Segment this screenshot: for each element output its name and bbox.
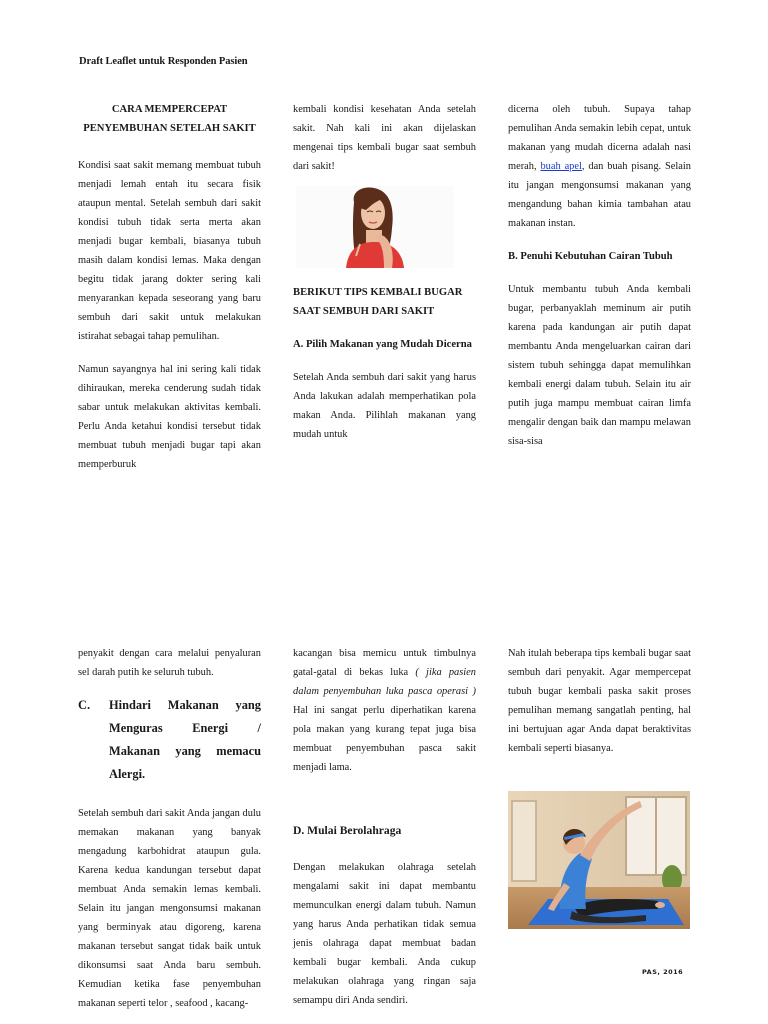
paragraph-d: Dengan melakukan olahraga setelah mengalami sakit ini dapat membantu memunculkan energi dalam tubuh. Namun yang harus Anda perhatikan tidak semua jenis olahraga dapat membuat badan kembali bugar kembali. Anda cukup melakukan olahraga yang ringan saja semampu diri Anda sendiri. [293, 862, 476, 1006]
apple-link[interactable]: buah apel [540, 161, 582, 172]
page-title: CARA MEMPERCEPAT PENYEMBUHAN SETELAH SAKIT [83, 104, 256, 134]
woman-stretching-image [508, 791, 690, 929]
subheading-c: C. Hindari Makanan yang Menguras Energi / Makanan yang memacu Alergi. [78, 698, 261, 781]
paragraph-a: Setelah Anda sembuh dari sakit yang harus Anda lakukan adalah memperhatikan pola makan Anda. Pilihlah makanan yang mudah untuk [293, 372, 476, 440]
column-3-top [508, 100, 691, 462]
paragraph-b: Untuk membantu tubuh Anda kembali bugar, perbanyaklah meminum air putih karena pada kandungan air putih dapat membantu Anda mengeluarkan cairan dari sistem tubuh sehingga dapat memulihkan kembali energi dalam tubuh. Selain itu air putih juga mampu membuat cairan limfa mengalir dengan baik dan mampu melawan sisa-sisa [508, 284, 691, 447]
intro-paragraph: Kondisi saat sakit memang membuat tubuh menjadi lemah entah itu secara fisik ataupun mental. Setelah sembuh dari sakit kondisi tubuh tidak serta merta akan menjadi bugar kembali, biasanya tubuh masih dalam kondisi lemas. Maka dengan begitu tidak jarang dokter sering kali menyarankan kepada seseorang yang baru sembuh dari sakit untuk melakukan istirahat sebagai tahap pemulihan. [78, 160, 261, 342]
closing-paragraph: Nah itulah beberapa tips kembali bugar saat sembuh dari penyakit. Agar mempercepat tubuh bugar kembali paska sakit proses pemulihan memang sangatlah penting, hal ini bertujuan agar Anda dapat beraktivitas kembali seperti biasanya. [508, 648, 691, 754]
woman-photo [296, 186, 454, 268]
continuation-paragraph: kembali kondisi kesehatan Anda setelah sakit. Nah kali ini akan dijelaskan mengenai tips kembali bugar saat sembuh dari sakit! [293, 104, 476, 172]
exercise-photo [508, 791, 690, 929]
subheading-d: D. Mulai Berolahraga [293, 824, 402, 837]
tips-heading: BERIKUT TIPS KEMBALI BUGAR SAAT SEMBUH DARI SAKIT [293, 287, 463, 317]
column-1-bottom [78, 644, 261, 1024]
digestible-food-paragraph: dicerna oleh tubuh. Supaya tahap pemulihan Anda semakin lebih cepat, untuk makanan yang mudah dicerna adalah nasi merah, buah apel, dan buah pisang. Selain itu jangan mengonsumsi makanan yang mengandung bahan kimia tambahan atau makanan instan. [508, 104, 691, 229]
document-header: Draft Leaflet untuk Responden Pasien [79, 56, 248, 67]
second-paragraph: Namun sayangnya hal ini sering kali tidak dihiraukan, mereka cenderung sudah tidak sabar untuk melakukan aktivitas kembali. Perlu Anda ketahui kondisi tersebut tidak membuat tubuh menjadi bugar tapi akan memperburuk [78, 364, 261, 470]
paragraph-c: Setelah sembuh dari sakit Anda jangan dulu memakan makanan yang banyak mengadung karbohidrat ataupun gula. Karena kedua kandungan tersebut dapat membuat Anda semakin lemas kembali. Selain itu jangan mengonsumsi makanan yang berminyak atau digoreng, karena makanan tersebut sangat tidak baik untuk dikonsumsi saat Anda baru sembuh. Kemudian ketika fase penyembuhan makanan seperti telor , seafood , kacang- [78, 808, 261, 1009]
column-3-bottom [508, 644, 691, 769]
footer-mark: PAS, 2016 [642, 968, 684, 976]
column-2-tips [293, 283, 476, 455]
subheading-b: B. Penuhi Kebutuhan Cairan Tubuh [508, 251, 673, 262]
allergy-paragraph: kacangan bisa memicu untuk timbulnya gatal-gatal di bekas luka ( jika pasien dalam penyembuhan luka pasca operasi ) Hal ini sangat perlu diperhatikan karena pola makan yang kurang tepat juga bisa membuat penyembuhan pasca sakit menjadi lama. [293, 648, 476, 773]
column-2-bottom [293, 644, 476, 1021]
subheading-a: A. Pilih Makanan yang Mudah Dicerna [293, 339, 472, 350]
woman-neck-pain-image [296, 186, 454, 268]
continuation-paragraph-2: penyakit dengan cara melalui penyaluran sel darah putih ke seluruh tubuh. [78, 648, 261, 678]
column-2-top [293, 100, 476, 187]
column-1-top [78, 100, 261, 485]
